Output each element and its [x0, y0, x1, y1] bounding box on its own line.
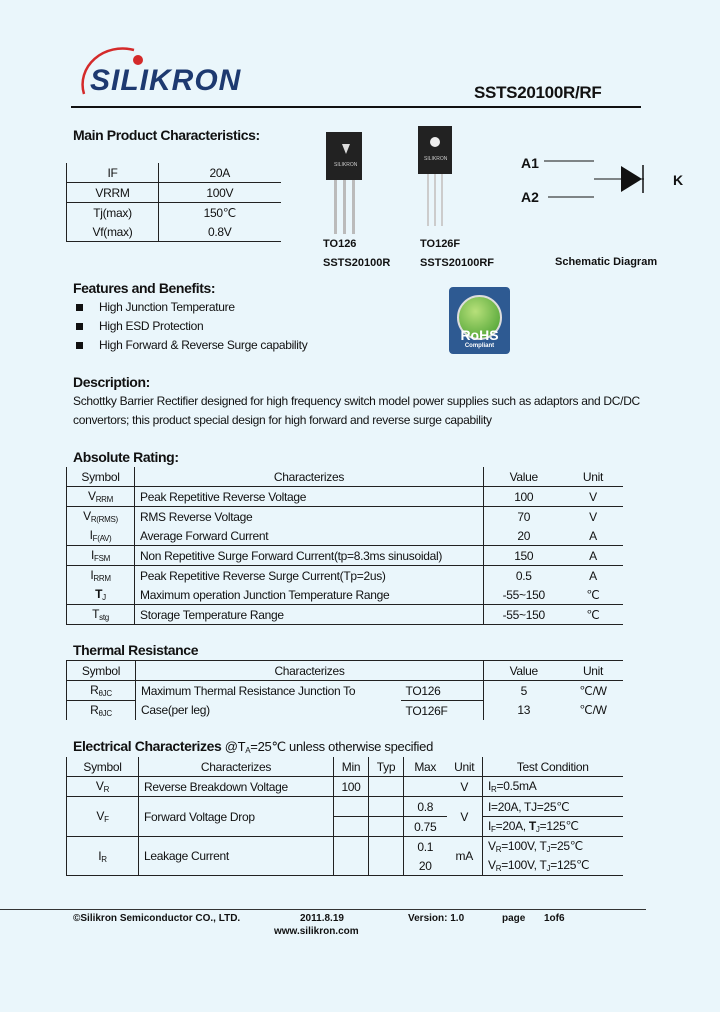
header-rule	[71, 106, 641, 108]
table-row	[67, 585, 623, 605]
schematic-k: K	[673, 172, 684, 188]
unit: V	[447, 797, 483, 837]
unit: V	[589, 489, 597, 504]
symbol: $I_{FSM}$	[67, 546, 135, 566]
thermal-table	[66, 660, 623, 720]
feature-item	[76, 319, 203, 333]
value: 150	[514, 548, 534, 563]
footer-version: Version: 1.0	[408, 913, 465, 924]
schematic-a1: A1	[521, 155, 539, 171]
desc: Case(per leg)	[141, 703, 210, 718]
part-number: SSTS20100R/RF	[474, 83, 602, 102]
value: 20	[517, 528, 531, 543]
footer-company: ©Silikron Semiconductor CO., LTD.	[73, 913, 241, 924]
svg-text:SILIKRON: SILIKRON	[334, 162, 358, 168]
value: 0.5	[515, 568, 532, 583]
description-line: convertors; this product special design for high forward and reverse surge capability	[73, 413, 492, 427]
table-row	[67, 566, 623, 586]
desc: Leakage Current	[139, 837, 334, 876]
param: Tj(max)	[67, 203, 159, 223]
desc: Non Repetitive Surge Forward Current(tp=8.3ms sinusoidal)	[135, 546, 484, 566]
col-header: Symbol	[67, 467, 135, 487]
test-condition: I=20A, TJ=25℃	[483, 797, 623, 817]
desc: Maximum Thermal Resistance Junction To	[141, 683, 356, 698]
symbol: $V_F$	[67, 797, 139, 837]
max: 0.75	[414, 819, 437, 834]
symbol: $I_{F(AV)}$	[67, 526, 135, 546]
main-chars-title: Main Product Characteristics:	[73, 127, 260, 143]
electrical-title: Electrical Characterizes $@T_A=25℃$ unless otherwise specified	[73, 738, 434, 755]
desc: Average Forward Current	[135, 526, 484, 546]
package: TO126	[401, 681, 484, 701]
table-row	[67, 837, 623, 857]
table-row	[67, 797, 623, 817]
symbol: $T_J$	[67, 585, 135, 605]
absolute-rating-table	[66, 467, 623, 625]
package-name: TO126F	[420, 238, 461, 250]
diode-symbol-icon	[544, 155, 654, 210]
value: 100V	[206, 185, 234, 200]
package-name: TO126	[323, 238, 357, 250]
col-header: Max	[414, 759, 437, 774]
bullet-icon	[76, 342, 83, 349]
to126f-package-image	[418, 122, 454, 235]
col-header: Typ	[369, 757, 404, 777]
rohs-badge	[449, 287, 510, 354]
value: 5	[520, 683, 527, 698]
col-header: Symbol	[67, 661, 136, 681]
value: 13	[517, 703, 531, 718]
value: -55~150	[502, 607, 545, 622]
desc: Storage Temperature Range	[135, 605, 484, 625]
symbol: $V_{R(RMS)}$	[67, 507, 135, 527]
symbol: $I_R$	[67, 837, 139, 876]
feature-item	[76, 300, 235, 314]
unit: mA	[447, 837, 483, 876]
package: TO126F	[401, 701, 484, 721]
svg-text:SILIKRON: SILIKRON	[424, 156, 448, 162]
unit: A	[589, 568, 597, 583]
col-header: Min	[334, 757, 369, 777]
unit: A	[589, 528, 597, 543]
feature-item	[76, 338, 307, 352]
description-line: Schottky Barrier Rectifier designed for high frequency switch model power supplies such as adaptors and DC/DC	[73, 394, 640, 408]
value: 70	[517, 509, 531, 524]
unit: A	[589, 548, 597, 563]
footer-page-label: page	[502, 913, 526, 924]
col-header: Characterizes	[135, 467, 484, 487]
desc: Forward Voltage Drop	[139, 797, 334, 837]
package-part: SSTS20100RF	[420, 257, 494, 269]
max: 20	[418, 858, 432, 873]
footer-page: 1of6	[544, 913, 565, 924]
thermal-title: Thermal Resistance	[73, 642, 199, 658]
col-header: Symbol	[67, 757, 139, 777]
col-header: Characterizes	[136, 661, 484, 681]
description-title: Description:	[73, 374, 150, 390]
unit: V	[589, 509, 597, 524]
footer-rule	[0, 909, 646, 910]
schematic-a2: A2	[521, 189, 539, 205]
param: IF	[67, 163, 159, 183]
schematic-caption: Schematic Diagram	[555, 256, 658, 268]
table-row	[67, 507, 623, 527]
value: 150℃	[203, 205, 236, 220]
electrical-table	[66, 757, 623, 876]
feature-text: High ESD Protection	[99, 319, 204, 333]
feature-text: High Forward & Reverse Surge capability	[99, 338, 308, 352]
rohs-sub: Compliant	[464, 343, 495, 349]
table-row	[67, 526, 623, 546]
desc: Maximum operation Junction Temperature Range	[135, 585, 484, 605]
unit: ℃/W	[579, 683, 607, 698]
max: 0.1	[417, 839, 434, 854]
test-condition: $I_F=20A$, $T_J=125℃$	[488, 819, 579, 834]
unit: ℃/W	[579, 703, 607, 718]
min: 100	[334, 777, 369, 797]
desc: Peak Repetitive Reverse Surge Current(Tp=2us)	[135, 566, 484, 586]
value: -55~150	[502, 587, 545, 602]
table-row	[67, 681, 623, 701]
symbol: $V_{RRM}$	[67, 487, 135, 507]
col-header: Value	[509, 663, 538, 678]
value: 0.8V	[208, 224, 232, 239]
symbol: $I_{RRM}$	[67, 566, 135, 586]
table-row	[67, 487, 623, 507]
param: VRRM	[67, 183, 159, 203]
desc: Peak Repetitive Reverse Voltage	[135, 487, 484, 507]
test-condition: $V_R=100V$, $T_J=125℃$	[488, 858, 590, 873]
unit: ℃	[586, 607, 600, 622]
col-header: Unit	[582, 469, 604, 484]
symbol: $R_{\theta JC}$	[67, 681, 136, 701]
max: 0.8	[404, 797, 447, 817]
feature-text: High Junction Temperature	[99, 300, 235, 314]
silikron-logo	[76, 42, 241, 102]
table-row	[67, 546, 623, 566]
table-row	[67, 701, 623, 721]
package-part: SSTS20100R	[323, 257, 391, 269]
test-condition: $V_R=100V$, $T_J=25℃$	[488, 839, 583, 854]
value: 20A	[209, 165, 230, 180]
svg-text:SILIKRON: SILIKRON	[90, 64, 241, 97]
col-header: Value	[509, 469, 538, 484]
value: 100	[514, 489, 534, 504]
col-header: Unit	[447, 757, 483, 777]
symbol: $V_R$	[67, 777, 139, 797]
footer-url[interactable]: www.silikron.com	[274, 926, 359, 937]
absolute-title: Absolute Rating:	[73, 449, 179, 465]
unit: V	[447, 777, 483, 797]
symbol: $T_{stg}$	[67, 605, 135, 625]
desc: RMS Reverse Voltage	[135, 507, 484, 527]
footer-date: 2011.8.19	[300, 913, 344, 924]
bullet-icon	[76, 304, 83, 311]
unit: ℃	[586, 587, 600, 602]
bullet-icon	[76, 323, 83, 330]
table-row	[67, 605, 623, 625]
symbol: $R_{\theta JC}$	[67, 701, 136, 721]
desc: Reverse Breakdown Voltage	[139, 777, 334, 797]
param: Vf(max)	[67, 222, 159, 242]
to126-package-image	[326, 128, 366, 241]
col-header: Test Condition	[516, 759, 589, 774]
features-title: Features and Benefits:	[73, 280, 216, 296]
col-header: Unit	[582, 663, 604, 678]
main-chars-table	[66, 163, 281, 242]
table-row	[67, 777, 623, 797]
rohs-text: RoHS	[460, 327, 499, 343]
col-header: Characterizes	[139, 757, 334, 777]
test-condition: $I_R=0.5mA$	[488, 779, 537, 794]
